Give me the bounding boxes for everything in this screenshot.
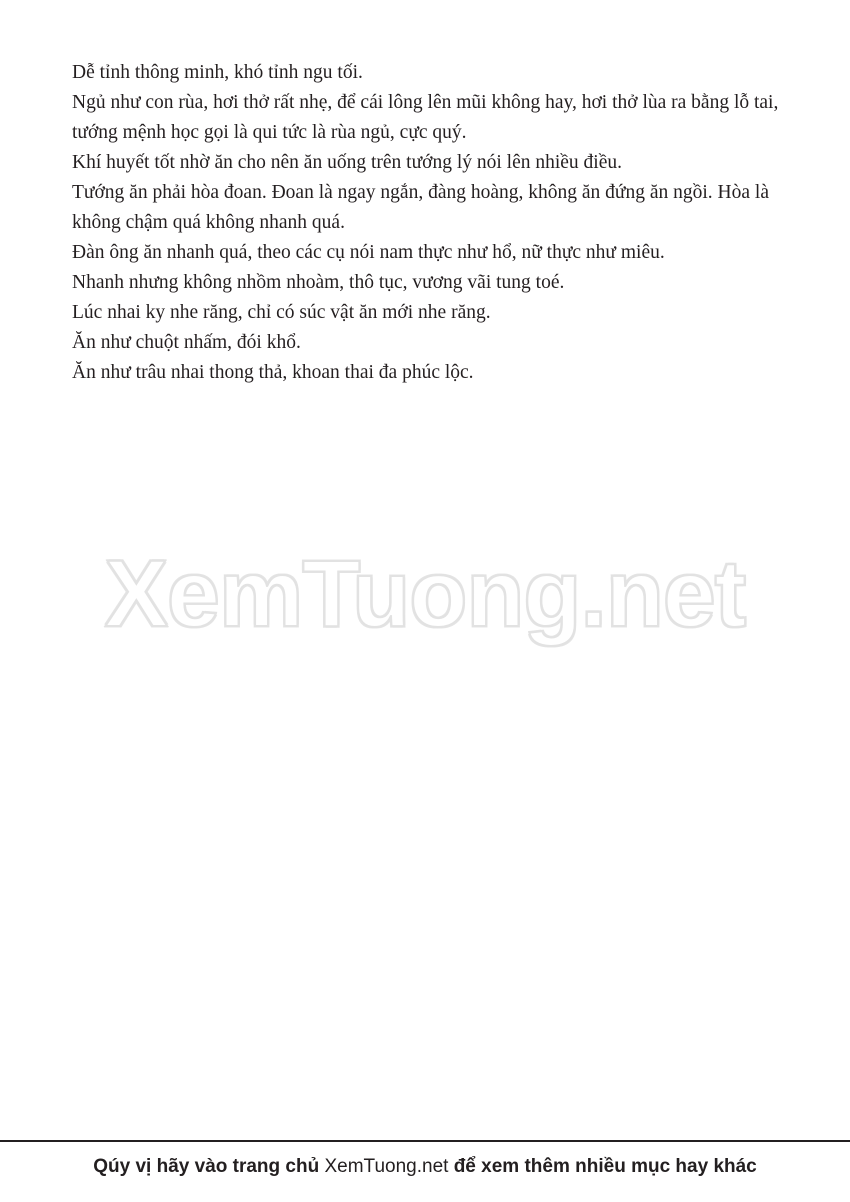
paragraph: Ăn như chuột nhấm, đói khổ. xyxy=(72,332,301,353)
watermark: XemTuong.net xyxy=(104,541,746,647)
paragraph: Lúc nhai ky nhe răng, chỉ có súc vật ăn mới nhe răng. xyxy=(72,302,491,323)
paragraph: Đàn ông ăn nhanh quá, theo các cụ nói nam thực như hổ, nữ thực như miêu. xyxy=(72,242,665,263)
document-body xyxy=(72,58,782,388)
footer-note xyxy=(0,1156,850,1178)
paragraph: Tướng ăn phải hòa đoan. Đoan là ngay ngắn, đàng hoàng, không ăn đứng ăn ngồi. Hòa là không chậm quá không nhanh quá. xyxy=(72,182,769,233)
footer-brand: XemTuong.net xyxy=(324,1156,449,1177)
paragraph: Khí huyết tốt nhờ ăn cho nên ăn uống trên tướng lý nói lên nhiều điều. xyxy=(72,152,623,173)
paragraph: Dễ tỉnh thông minh, khó tỉnh ngu tối. xyxy=(72,62,363,83)
paragraph: Ngủ như con rùa, hơi thở rất nhẹ, để cái lông lên mũi không hay, hơi thở lùa ra bằng lỗ tai, tướng mệnh học gọi là qui tức là rùa ngủ, cực quý. xyxy=(72,92,779,143)
footer-divider xyxy=(0,1140,850,1142)
footer-suffix: để xem thêm nhiều mục hay khác xyxy=(448,1156,757,1177)
footer-prefix: Qúy vị hãy vào trang chủ xyxy=(93,1156,325,1177)
paragraph: Nhanh nhưng không nhồm nhoàm, thô tục, vương vãi tung toé. xyxy=(72,272,565,293)
paragraph: Ăn như trâu nhai thong thả, khoan thai đa phúc lộc. xyxy=(72,362,474,383)
